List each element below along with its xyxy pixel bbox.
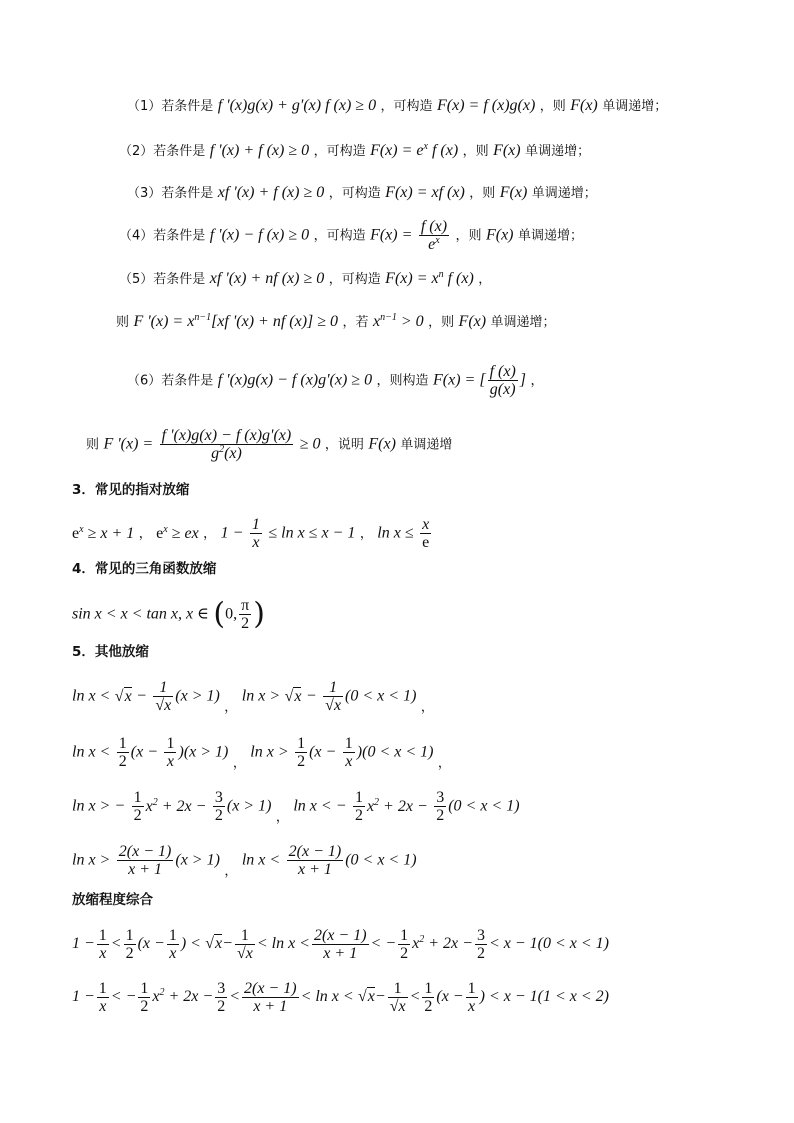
r1a-sqrt: √x	[114, 687, 132, 705]
c1-e-post: + 2x −	[424, 935, 473, 952]
c1-sqrt-arg: x	[215, 935, 223, 952]
item-6-label: （6）若条件是	[127, 373, 214, 389]
sec3-e3-den: x	[252, 534, 260, 551]
c2-c-frac	[242, 980, 299, 1015]
r1b-sqrt-arg: x	[294, 687, 302, 705]
c2-e-num: 1	[424, 980, 433, 997]
item-5-construct-sup: n	[438, 269, 444, 280]
r3a-num2: 3	[214, 789, 223, 806]
r3b-mid-pre: x	[366, 797, 375, 815]
item-5-construct-pre: F(x) = x	[385, 270, 439, 287]
sec5-row-3	[72, 789, 520, 824]
section-6-heading: 放缩程度综合	[72, 892, 153, 908]
r3a-mid-pre: x	[145, 797, 153, 815]
section-4-formula	[72, 597, 265, 632]
item-5b-cond	[373, 313, 424, 330]
r2b-den2: x	[345, 753, 353, 770]
r2a-den: 2	[118, 753, 127, 770]
r3b-mid	[367, 798, 428, 815]
c1-a-num: 1	[98, 927, 107, 944]
item-2-construct-sup: x	[423, 141, 428, 152]
c1-e-frac	[398, 927, 410, 962]
item-4-construct-pre: F(x) =	[370, 226, 413, 244]
r2a-mid: (x −	[130, 743, 159, 761]
r1a-num: 1	[153, 679, 173, 697]
item-4-numerator: f (x)	[420, 218, 448, 235]
item-3-construct: F(x) = xf (x)	[385, 184, 465, 201]
r4a-pre: ln x >	[72, 851, 111, 869]
r4a-frac	[117, 843, 174, 878]
r3b-num2: 3	[436, 789, 445, 806]
item-6-tail: ，	[530, 373, 544, 389]
c1-c-den: √x	[236, 945, 253, 962]
r1b-post: (0 < x < 1)	[345, 687, 417, 705]
c2-f: ) < x − 1(1 < x < 2)	[479, 988, 609, 1005]
item-4	[119, 218, 583, 253]
c2-c-num: 2(x − 1)	[244, 980, 297, 997]
item-6b-post: ≥ 0	[299, 435, 321, 453]
c2-a: 1 −	[72, 988, 95, 1005]
r1a-den: √x	[155, 697, 172, 714]
c2-b: < −	[110, 988, 137, 1005]
r2a-post: )(x > 1)	[178, 743, 229, 761]
item-4-fx: F(x)	[485, 226, 514, 244]
r3a-sup: 2	[152, 796, 158, 808]
r1b-sqrt: √x	[284, 687, 302, 705]
item-6-continued	[86, 427, 452, 462]
r1a-minus: −	[136, 687, 147, 705]
item-6b-den-post: (x)	[224, 445, 242, 462]
item-3-mid: ，可构造	[328, 186, 381, 201]
r2a-frac-1	[117, 735, 129, 770]
comparison-chain-2	[72, 980, 609, 1015]
r1a-sqrt-arg: x	[124, 687, 132, 705]
r3b-num: 1	[354, 789, 363, 806]
item-1-fx: F(x)	[570, 97, 598, 114]
r1b-den-arg: x	[333, 697, 342, 714]
r4a-num: 2(x − 1)	[118, 843, 172, 860]
c1-a-frac	[97, 927, 109, 962]
sec3-e2-pre: e	[156, 524, 164, 542]
r1b-minus: −	[305, 687, 317, 705]
item-1-then: ，则	[539, 99, 566, 114]
item-5b-tail: 单调递增；	[490, 315, 556, 330]
c2-e-den2: x	[468, 998, 476, 1015]
c2-b-mid	[152, 988, 213, 1005]
item-5-mid: ，可构造	[328, 272, 381, 287]
item-2-tail: 单调递增；	[525, 144, 591, 159]
item-2-construct-pre: F(x) = e	[370, 142, 424, 159]
c2-a-frac	[97, 980, 109, 1015]
item-5-continued	[116, 312, 556, 333]
item-3-condition: xf '(x) + f (x) ≥ 0	[217, 184, 325, 201]
c2-b-pre: x	[152, 988, 160, 1005]
r1b-den: √x	[325, 697, 342, 714]
c1-sqrt: √x	[205, 935, 223, 952]
section-5-heading: 5．其他放缩	[72, 644, 149, 660]
r3a-num: 1	[133, 789, 142, 806]
r2a-pre: ln x <	[72, 743, 111, 761]
item-5-label: （5）若条件是	[119, 272, 206, 287]
r3b-den2: 2	[436, 807, 445, 824]
r3a-frac-2	[213, 789, 225, 824]
sec3-e2-post: ≥ ex	[167, 524, 199, 542]
c1-e: < −	[370, 935, 397, 952]
c2-b-sup: 2	[159, 987, 165, 998]
section-3-formulas	[72, 516, 433, 551]
sec3-e1-post: ≥ x + 1	[83, 524, 135, 542]
r2-comma-2: ，	[437, 755, 451, 771]
r4b-den: x + 1	[297, 861, 332, 878]
r2a-frac-2	[164, 735, 176, 770]
item-6b-numerator: f '(x)g(x) − f (x)g'(x)	[161, 427, 292, 444]
item-3-tail: 单调递增；	[531, 186, 597, 201]
r2b-num: 1	[297, 735, 306, 752]
sec4-inner: 0,	[225, 605, 238, 623]
item-1-construct: F(x) = f (x)g(x)	[437, 97, 536, 114]
c2-d: < ln x <	[300, 988, 354, 1005]
item-2-construct	[370, 142, 458, 159]
sec3-e3-fraction	[250, 516, 262, 551]
item-3-then: ，则	[469, 186, 496, 201]
item-4-den-sup: x	[435, 235, 440, 246]
c2-sqrt-arg: x	[367, 988, 375, 1005]
r2b-mid: (x −	[309, 743, 337, 761]
section-3-heading: 3．常见的指对放缩	[72, 482, 190, 498]
c1-e-den2: 2	[476, 945, 485, 962]
c1-b-den2: x	[169, 945, 177, 962]
r1-comma-2: ，	[420, 699, 434, 715]
sec3-e1-pre: e	[72, 524, 80, 542]
r3b-sup: 2	[374, 796, 380, 808]
c2-d-den: √x	[389, 998, 406, 1015]
r2a-num: 1	[118, 735, 127, 752]
sec3-expr-1	[72, 525, 134, 542]
item-6b-denominator	[160, 445, 294, 462]
item-2-then: ，则	[462, 144, 489, 159]
item-4-condition: f '(x) − f (x) ≥ 0	[209, 226, 310, 244]
sec3-e4-den: e	[422, 534, 430, 551]
r1b-pre: ln x >	[241, 687, 281, 705]
sec3-sep-2: ，	[203, 526, 217, 542]
c2-c-den: x + 1	[253, 998, 288, 1015]
c2-e-frac-2	[466, 980, 478, 1015]
r2-comma: ，	[232, 755, 246, 771]
sec3-expr-2	[156, 525, 199, 542]
item-2-construct-post: f (x)	[427, 142, 459, 159]
c1-b-den: 2	[125, 945, 134, 962]
sec3-e4-fraction	[420, 516, 431, 551]
c1-e-pre: x	[412, 935, 420, 952]
item-5-construct-post: f (x)	[443, 270, 474, 287]
item-6-mid: ，则构造	[376, 373, 429, 389]
c1-c-den-arg: x	[245, 945, 253, 962]
c1-c-minus: −	[222, 935, 233, 952]
item-6-construct-pre: F(x) = [	[433, 371, 486, 389]
item-5	[119, 269, 491, 290]
item-4-denominator	[419, 236, 449, 253]
r2b-post: )(0 < x < 1)	[356, 743, 434, 761]
c1-e-num: 1	[400, 927, 409, 944]
item-6-fraction	[488, 363, 518, 398]
item-4-mid: ，可构造	[313, 228, 366, 244]
sec3-e3-num: 1	[251, 516, 260, 533]
item-6-numerator: f (x)	[489, 363, 516, 380]
c1-e-num2: 3	[476, 927, 485, 944]
r4b-num: 2(x − 1)	[288, 843, 342, 860]
r1a-post: (x > 1)	[175, 687, 220, 705]
c2-e-den: 2	[424, 998, 433, 1015]
item-4-tail: 单调递增；	[517, 228, 583, 244]
item-1-label: （1）若条件是	[127, 99, 214, 114]
c1-d-frac	[312, 927, 369, 962]
r3a-den2: 2	[214, 807, 223, 824]
r3a-frac-1	[132, 789, 144, 824]
item-4-label: （4）若条件是	[119, 228, 206, 244]
r3a-post: (x > 1)	[226, 797, 272, 815]
c1-d-den: x + 1	[323, 945, 358, 962]
sec4-fraction	[239, 597, 251, 632]
sec3-e3-pre: 1 −	[220, 524, 244, 542]
r3b-frac-2	[434, 789, 446, 824]
c2-b-den2: 2	[217, 998, 226, 1015]
c1-a: 1 −	[72, 935, 95, 952]
item-2-fx: F(x)	[493, 142, 521, 159]
c2-sqrt: √x	[358, 988, 375, 1005]
r3b-post: (0 < x < 1)	[448, 797, 520, 815]
item-5b-cond-sup: n−1	[380, 312, 397, 323]
r4b-pre: ln x <	[241, 851, 281, 869]
c2-d-num: 1	[388, 980, 408, 998]
item-6-construct-post: ]	[519, 371, 526, 389]
r2b-frac-2	[343, 735, 355, 770]
r2a-den2: x	[166, 753, 175, 770]
item-2-mid: ，可构造	[313, 144, 366, 159]
r4a-den: x + 1	[128, 861, 163, 878]
r3b-pre: ln x < −	[293, 797, 347, 815]
r3-comma: ，	[275, 809, 289, 825]
r4a-post: (x > 1)	[175, 851, 220, 869]
item-6	[127, 363, 543, 398]
sec4-left-paren: (	[213, 596, 226, 632]
c2-e-mid: (x −	[436, 988, 464, 1005]
sec5-row-1	[72, 679, 434, 714]
sec4-den: 2	[241, 615, 250, 632]
item-2-condition: f '(x) + f (x) ≥ 0	[209, 142, 310, 159]
r4-comma: ，	[224, 863, 238, 879]
item-5b-fx: F(x)	[458, 313, 487, 330]
r2a-num2: 1	[166, 735, 175, 752]
c1-e-frac-2	[475, 927, 487, 962]
c1-a-den: x	[99, 945, 107, 962]
c1-c-frac	[235, 927, 255, 962]
section-4-heading: 4．常见的三角函数放缩	[72, 561, 217, 577]
c1-e-sup: 2	[419, 934, 425, 945]
item-5b-mid: ，若	[342, 315, 369, 330]
comparison-chain-1	[72, 927, 609, 962]
c2-d-den-arg: x	[398, 998, 406, 1015]
sec3-e1-sup: x	[79, 523, 84, 535]
c1-e-mid	[412, 935, 473, 952]
item-2	[119, 141, 590, 162]
sec3-e2-sup: x	[163, 523, 168, 535]
c2-d-minus: −	[374, 988, 386, 1005]
sec4-right-paren: )	[253, 596, 265, 632]
item-5b-then: 则	[116, 315, 130, 330]
r3b-frac-1	[353, 789, 365, 824]
sec5-row-4	[72, 843, 417, 878]
sec4-expr: sin x < x < tan x, x ∈	[72, 605, 209, 623]
item-5b-cond-post: > 0	[396, 313, 424, 330]
c1-d-num: 2(x − 1)	[313, 927, 367, 944]
c2-e: <	[409, 988, 421, 1005]
sec3-e3-post: ≤ ln x ≤ x − 1	[268, 524, 356, 542]
r1b-fraction	[323, 679, 343, 714]
item-5-tail: ，	[478, 272, 492, 287]
item-1	[127, 96, 667, 117]
c1-b-frac-2	[167, 927, 179, 962]
sec3-e4-pre: ln x ≤	[377, 524, 414, 542]
item-1-mid: ，可构造	[380, 99, 433, 114]
item-5-construct	[385, 270, 474, 287]
item-2-label: （2）若条件是	[119, 144, 206, 159]
r4b-post: (0 < x < 1)	[345, 851, 417, 869]
c1-b-num: 1	[125, 927, 134, 944]
c2-a-num: 1	[98, 980, 107, 997]
r2b-frac-1	[295, 735, 307, 770]
item-5b-then2: ，则	[428, 315, 455, 330]
item-5b-expr	[133, 313, 338, 330]
c2-b-num: 1	[140, 980, 149, 997]
item-4-den-base: e	[428, 236, 436, 253]
c1-d: < ln x <	[256, 935, 310, 952]
sec3-sep-3: ，	[359, 526, 373, 542]
item-6b-then: 则	[86, 437, 100, 453]
sec3-sep-1: ，	[138, 526, 152, 542]
r3b-den: 2	[354, 807, 363, 824]
item-3-label: （3）若条件是	[127, 186, 214, 201]
c2-e-frac	[422, 980, 434, 1015]
sec3-e4-num: x	[422, 516, 430, 533]
c1-b-mid: (x −	[137, 935, 165, 952]
c1-b-post: ) <	[180, 935, 201, 952]
item-6b-pre: F '(x) =	[103, 435, 154, 453]
r2b-den: 2	[297, 753, 306, 770]
item-6b-fraction	[160, 427, 294, 462]
item-3-fx: F(x)	[499, 184, 528, 201]
c2-d-frac	[388, 980, 408, 1015]
r1a-pre: ln x <	[72, 687, 111, 705]
item-5b-expr-pre: F '(x) = x	[133, 313, 195, 330]
c2-b-frac	[138, 980, 150, 1015]
c2-b-frac-2	[215, 980, 227, 1015]
item-6b-mid: ，说明	[324, 437, 364, 453]
item-6b-den-pre: g	[211, 445, 220, 462]
sec4-num: π	[241, 597, 250, 614]
r3a-mid-post: + 2x −	[157, 797, 207, 815]
r2b-num2: 1	[344, 735, 353, 752]
c2-c: <	[229, 988, 240, 1005]
sec5-row-2	[72, 735, 451, 770]
c2-b-den: 2	[140, 998, 149, 1015]
c1-b-num2: 1	[168, 927, 177, 944]
item-6b-fx: F(x)	[368, 435, 396, 453]
c2-b-post: + 2x −	[164, 988, 214, 1005]
item-4-fraction	[419, 218, 449, 253]
r1b-num: 1	[323, 679, 343, 697]
item-4-then: ，则	[455, 228, 482, 244]
item-1-condition: f '(x)g(x) + g'(x) f (x) ≥ 0	[217, 97, 377, 114]
c1-f: < x − 1(0 < x < 1)	[488, 935, 609, 952]
item-6b-tail: 单调递增	[400, 437, 453, 453]
c2-e-num2: 1	[467, 980, 476, 997]
r3a-pre: ln x > −	[72, 797, 126, 815]
r3a-den: 2	[133, 807, 142, 824]
r3a-mid	[146, 798, 207, 815]
item-3	[127, 183, 597, 204]
c2-a-den: x	[99, 998, 107, 1015]
item-6-denominator: g(x)	[489, 381, 516, 398]
r3b-mid-post: + 2x −	[379, 797, 428, 815]
r2b-pre: ln x >	[250, 743, 289, 761]
item-5-condition: xf '(x) + nf (x) ≥ 0	[209, 270, 325, 287]
r1a-fraction	[153, 679, 173, 714]
r1-comma: ，	[224, 699, 238, 715]
r1a-den-arg: x	[164, 697, 172, 714]
item-1-tail: 单调递增；	[602, 99, 668, 114]
item-5b-cond-pre: x	[372, 313, 381, 330]
r4b-frac	[287, 843, 344, 878]
item-6b-den-sup: 2	[219, 444, 225, 455]
item-5b-expr-post: [xf '(x) + nf (x)] ≥ 0	[211, 313, 339, 330]
item-6-condition: f '(x)g(x) − f (x)g'(x) ≥ 0	[217, 371, 373, 389]
c2-b-num2: 3	[217, 980, 226, 997]
c1-c-num: 1	[235, 927, 255, 945]
item-5b-expr-sup: n−1	[194, 312, 212, 323]
c1-e-den: 2	[400, 945, 409, 962]
c1-b: <	[110, 935, 122, 952]
c1-b-frac	[124, 927, 136, 962]
